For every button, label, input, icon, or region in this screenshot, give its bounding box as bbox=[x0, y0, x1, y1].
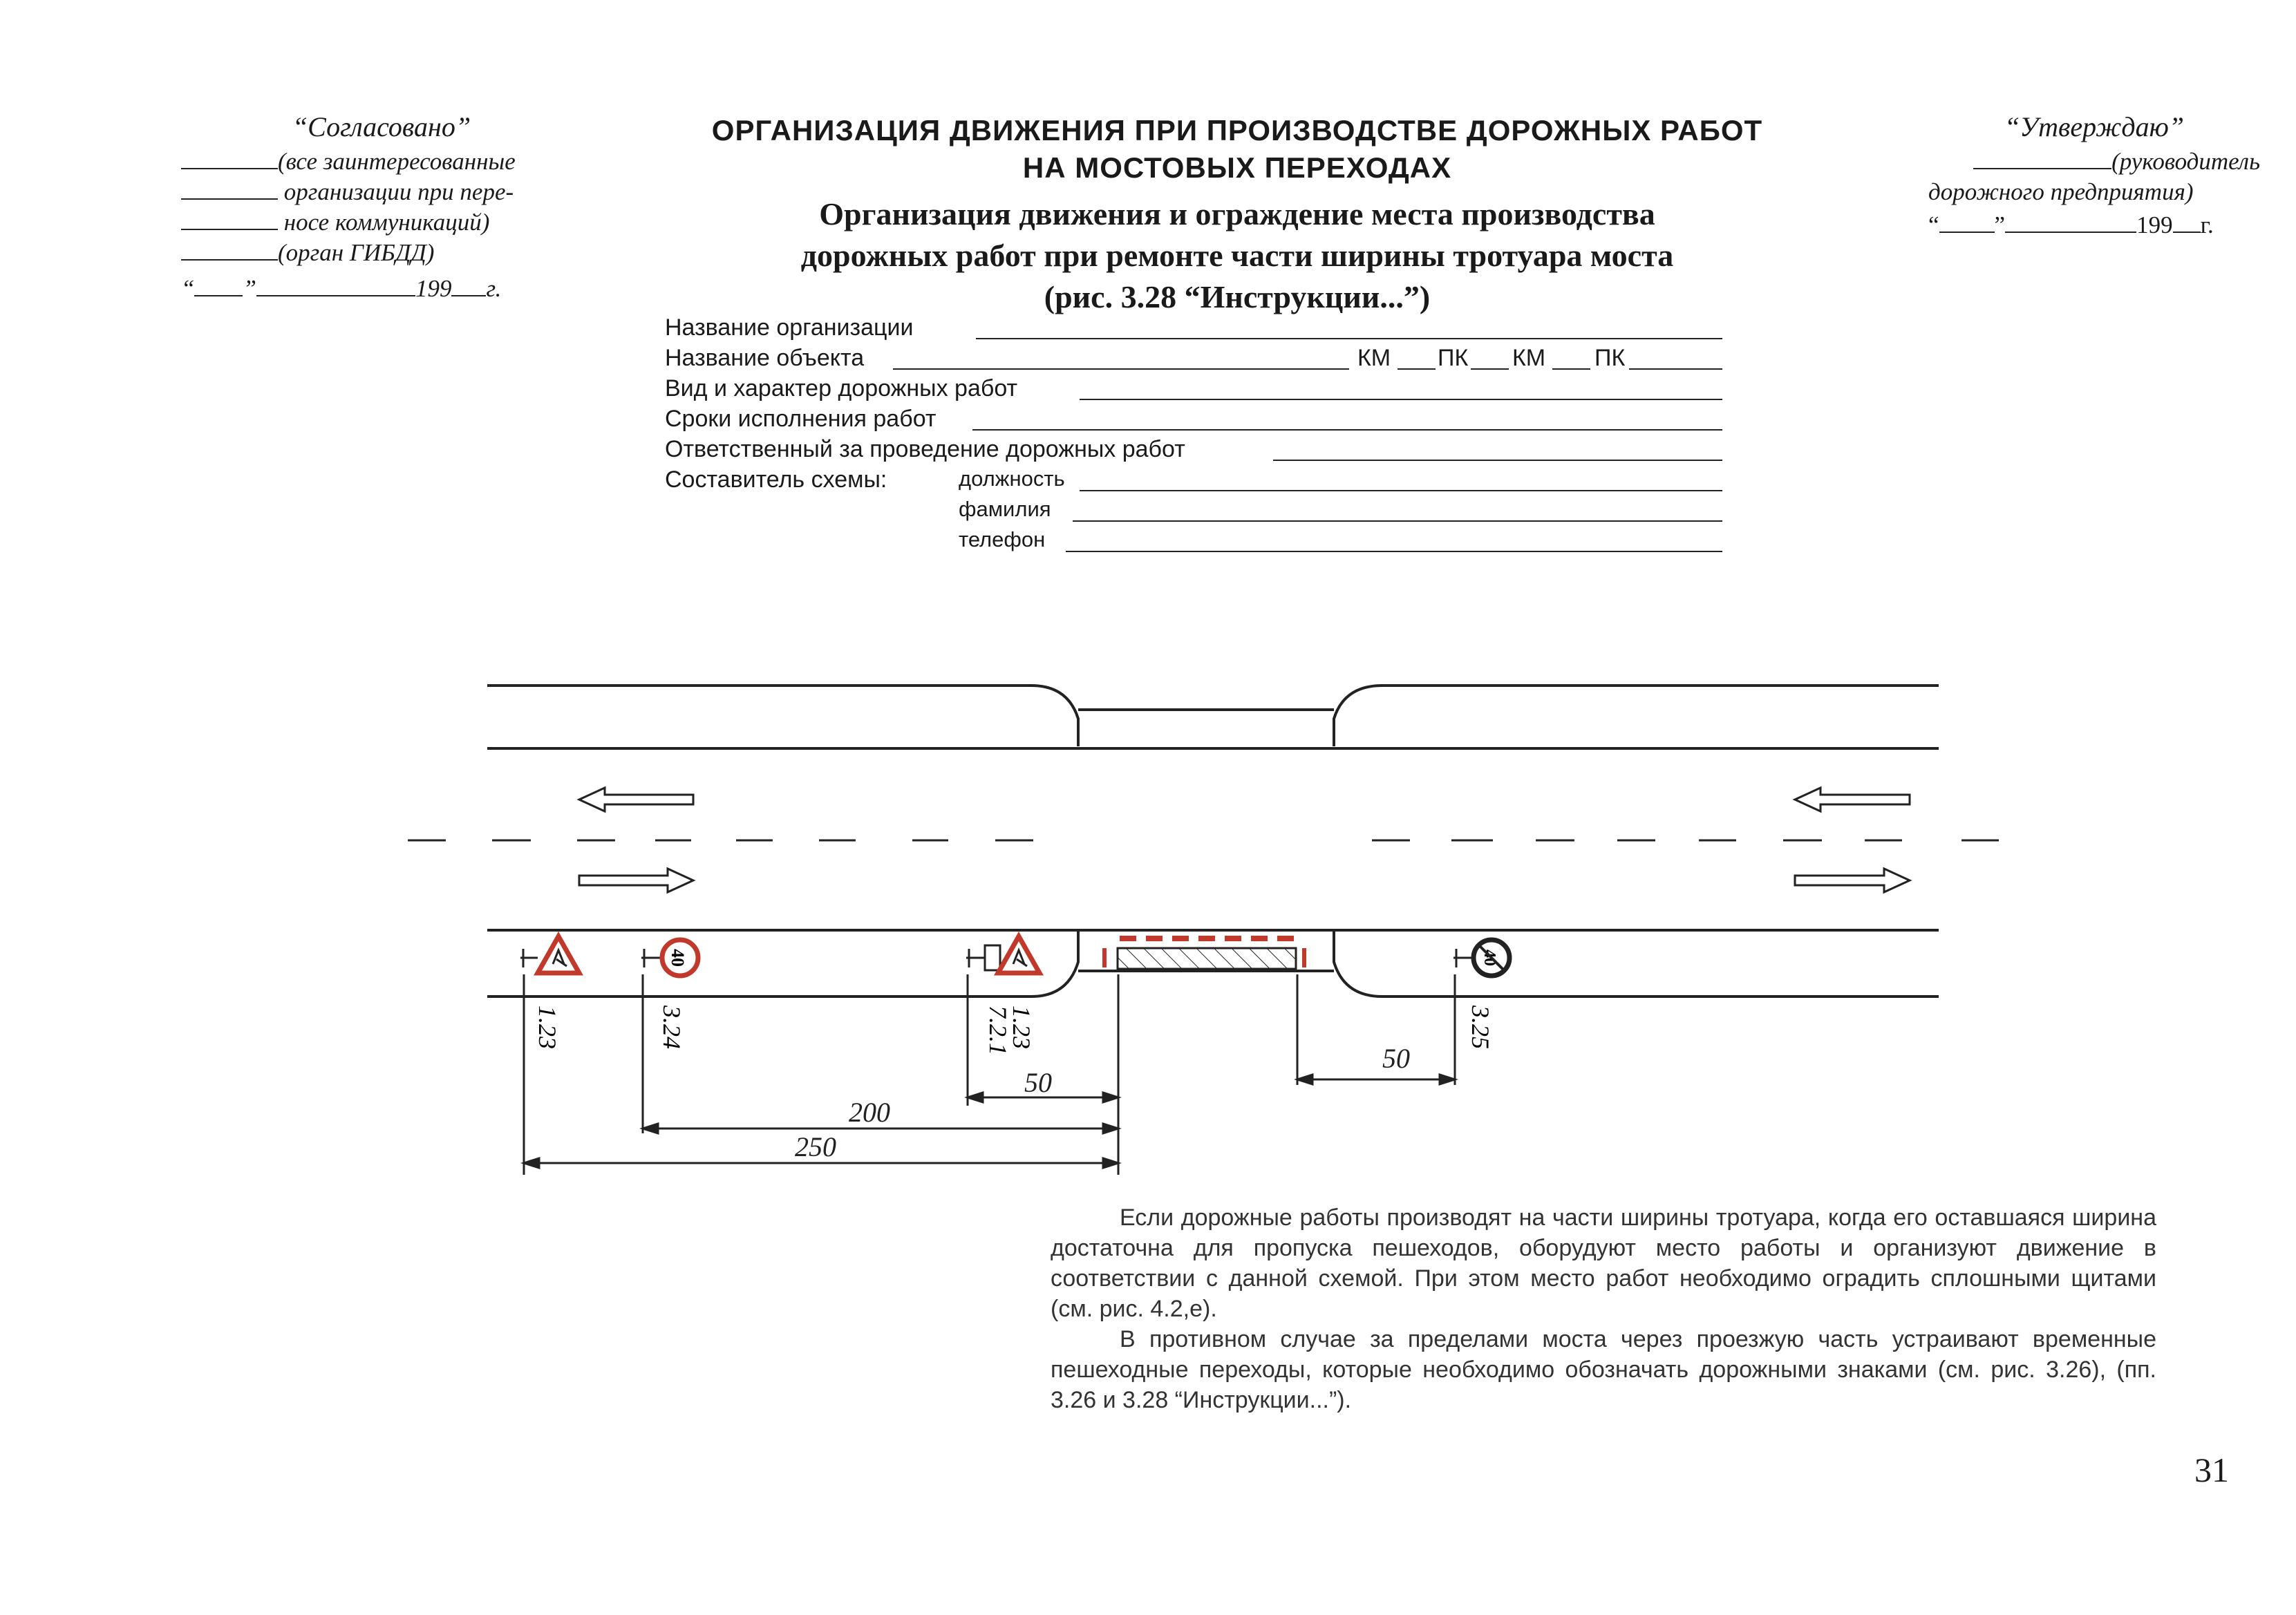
road-sign-3-25 bbox=[1453, 940, 1509, 1049]
surname-field[interactable] bbox=[1073, 520, 1722, 522]
form-label-org: Название организации bbox=[665, 314, 914, 341]
dimension-label: 50 bbox=[1024, 1067, 1052, 1098]
approval-left-line-3: носе коммуникаций) bbox=[181, 207, 582, 238]
description-paragraph-2: В противном случае за пределами моста через проезжую часть устраивают временные пешеходные переходы, которые необходимо обозначать дорожными знаками (см. рис. 3.26), (пп. 3.26 и 3.28 “Инструкции...”). bbox=[1051, 1326, 2156, 1413]
dimension-label: 50 bbox=[1382, 1043, 1410, 1074]
description-paragraph-1: Если дорожные работы производят на части ширины тротуара, когда его оставшаяся ширина достаточна для пропуска пешеходов, оборудуют место работы и организуют движение в соответствии с данной схемой. При этом место работ необходимо оградить сплошными щитами (см. рис. 4.2,е). bbox=[1051, 1205, 2156, 1322]
responsible-field[interactable] bbox=[1273, 460, 1722, 461]
top-sidewalk-right-line bbox=[1334, 686, 1939, 746]
position-field[interactable] bbox=[1080, 490, 1722, 491]
sub-title-line-1: Организация движения и ограждение места производства bbox=[819, 196, 1655, 232]
main-title-line-2: НА МОСТОВЫХ ПЕРЕХОДАХ bbox=[1022, 151, 1452, 184]
children-warning-icon bbox=[538, 936, 579, 973]
approval-left-date: “ ” 199 г. bbox=[181, 275, 502, 302]
form-row-object bbox=[665, 345, 1757, 375]
form-label-object: Название объекта bbox=[665, 345, 865, 371]
form-row-work-type bbox=[665, 375, 1757, 406]
sign-code-label: 1.23 bbox=[1008, 1005, 1035, 1049]
form-label-surname: фамилия bbox=[959, 497, 1051, 521]
approval-left-line-1: (все заинтересованные bbox=[181, 147, 582, 177]
arrow-left-icon bbox=[579, 788, 693, 811]
approval-right-line-1: (руководитель bbox=[1928, 147, 2260, 177]
road-sign-3-24 bbox=[641, 940, 698, 1049]
speed-limit-value: 40 bbox=[668, 949, 688, 967]
form-label-km1: КМ bbox=[1357, 345, 1391, 371]
arrow-right-icon bbox=[1795, 869, 1910, 892]
form-label-responsible: Ответственный за проведение дорожных работ bbox=[665, 436, 1185, 462]
approval-right-line-2: дорожного предприятия) bbox=[1928, 178, 2194, 205]
km1-field[interactable] bbox=[1398, 368, 1436, 370]
sign-code-label: 3.24 bbox=[658, 1005, 686, 1049]
info-form bbox=[665, 314, 1757, 558]
form-row-surname bbox=[665, 497, 1757, 527]
sign-code-label: 1.23 bbox=[534, 1005, 561, 1049]
form-label-pk2: ПК bbox=[1594, 345, 1626, 371]
sign-code-label: 3.25 bbox=[1467, 1005, 1494, 1049]
object-name-field[interactable] bbox=[893, 368, 1349, 370]
form-row-phone bbox=[665, 527, 1757, 558]
page-number: 31 bbox=[2194, 1451, 2229, 1489]
top-sidewalk-left-line bbox=[487, 686, 1078, 746]
sub-title-line-2: дорожных работ при ремонте части ширины тротуара моста bbox=[800, 238, 1674, 273]
bottom-sidewalk-right-line bbox=[1334, 932, 1939, 997]
work-type-field[interactable] bbox=[1080, 399, 1722, 400]
description-text bbox=[1051, 1202, 2156, 1415]
org-name-field[interactable] bbox=[976, 338, 1722, 339]
form-label-position: должность bbox=[959, 466, 1065, 491]
dimension-label: 250 bbox=[795, 1131, 836, 1162]
form-row-dates bbox=[665, 406, 1757, 436]
phone-field[interactable] bbox=[1066, 551, 1722, 552]
form-label-dates: Сроки исполнения работ bbox=[665, 406, 937, 432]
pk1-field[interactable] bbox=[1471, 368, 1509, 370]
form-row-org bbox=[665, 314, 1757, 345]
approval-left-block bbox=[181, 112, 582, 304]
work-dates-field[interactable] bbox=[972, 429, 1722, 431]
arrow-right-icon bbox=[579, 869, 693, 892]
end-speed-limit-value: 40 bbox=[1480, 950, 1498, 966]
traffic-scheme-diagram bbox=[0, 650, 2296, 1189]
approval-right-block bbox=[1928, 112, 2260, 240]
sign-code-label-2: 7.2.1 bbox=[984, 1005, 1012, 1055]
main-title bbox=[684, 112, 1790, 187]
form-label-work-type: Вид и характер дорожных работ bbox=[665, 375, 1018, 402]
approval-left-line-4: (орган ГИБДД) bbox=[181, 238, 582, 268]
children-warning-icon bbox=[998, 936, 1039, 973]
km2-field[interactable] bbox=[1552, 368, 1590, 370]
approval-right-date: “ ” 199 г. bbox=[1928, 211, 2214, 238]
form-label-author: Составитель схемы: bbox=[665, 466, 887, 493]
form-row-responsible bbox=[665, 436, 1757, 466]
approval-left-line-2: организации при пере- bbox=[181, 177, 582, 207]
sub-title-line-3: (рис. 3.28 “Инструкции...”) bbox=[1044, 279, 1431, 314]
approval-right-header: “Утверждаю” bbox=[2004, 111, 2185, 142]
info-plate-icon bbox=[985, 945, 1000, 970]
main-title-line-1: ОРГАНИЗАЦИЯ ДВИЖЕНИЯ ПРИ ПРОИЗВОДСТВЕ ДОРОЖНЫХ РАБОТ bbox=[711, 114, 1763, 147]
road-sign-1-23 bbox=[520, 936, 579, 1049]
work-zone bbox=[1104, 938, 1304, 969]
approval-left-header: “Согласовано” bbox=[292, 111, 471, 142]
dimension-label: 200 bbox=[849, 1097, 890, 1128]
dimension-lines bbox=[524, 974, 1455, 1175]
arrow-left-icon bbox=[1795, 788, 1910, 811]
pk2-field[interactable] bbox=[1629, 368, 1722, 370]
form-label-km2: КМ bbox=[1512, 345, 1546, 371]
form-row-position bbox=[665, 466, 1757, 497]
work-zone-hatched-area bbox=[1118, 948, 1296, 969]
form-label-phone: телефон bbox=[959, 527, 1046, 551]
form-label-pk1: ПК bbox=[1438, 345, 1469, 371]
sub-title bbox=[684, 193, 1790, 318]
